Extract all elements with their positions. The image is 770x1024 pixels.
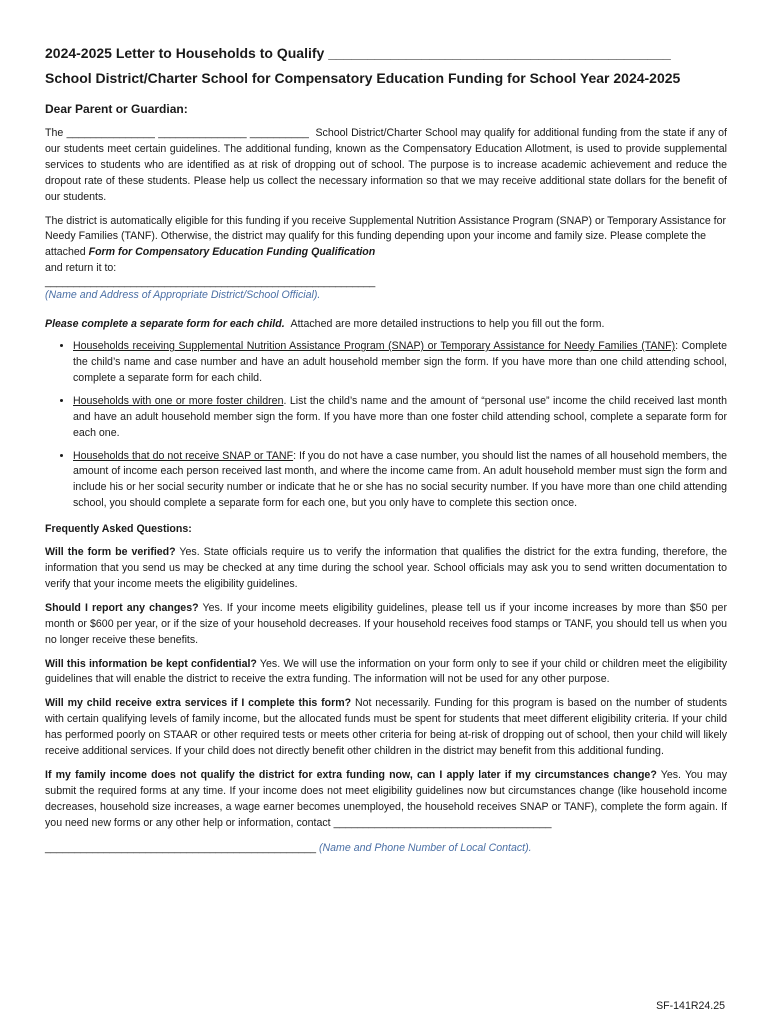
instructions-text: Attached are more detailed instructions to help you fill out the form. (290, 318, 605, 331)
local-contact-line (45, 841, 727, 856)
bullet-heading: Households that do not receive SNAP or TANF (73, 449, 294, 462)
instructions-bold: Please complete a separate form for each child. (45, 318, 285, 331)
faq-heading: Frequently Asked Questions: (45, 523, 192, 536)
eligibility-text: The district is automatically eligible for this funding if you receive Supplemental Nutrition Assistance Program (SNAP) or Temporary Assistance for Needy Families (TANF). Otherwise, the district may qualify for this funding depending upon your income and family size. Please complete the attached (45, 214, 727, 259)
faq-item (45, 657, 727, 689)
letter-title (45, 44, 727, 62)
faq-item (45, 545, 727, 593)
faq-answer: Yes. We will use the information on your form only to see if your child or children meet the eligibility guidelines that will enable the district to receive the extra funding. The information will not be used for any other purpose. (45, 657, 727, 686)
faq-question: If my family income does not qualify the district for extra funding now, can I apply later if my circumstances change? (45, 769, 657, 781)
bullet-text: List the child’s name and the amount of “personal use” income the child received last month and have an adult household member sign the form. If you have more than one foster child attending school, complete a separate form for each one. (73, 394, 727, 439)
contact-inline-blank: _____________________________________ (333, 816, 552, 829)
form-name: Form for Compensatory Education Funding Qualification (88, 246, 376, 259)
bullet-sep: : (675, 340, 679, 353)
faq-answer: Yes. State officials require us to verify the information that qualifies the district for the extra funding, therefore, the information that you send us may be checked at any time during the school year. School officials may ask you to send written documentation to verify that your income meets the eligibility guidelines. (45, 546, 727, 590)
letter-title-text: 2024-2025 Letter to Households to Qualify (45, 45, 325, 61)
return-to-text: and return it to: (45, 262, 117, 275)
bullet-text: Complete the child’s name and case number and have an adult household member sign the form. If you have more than one child attending school, complete a separate form for each child. (73, 340, 727, 384)
salutation: Dear Parent or Guardian: (45, 102, 188, 116)
form-id: SF-141R24.25 (656, 1000, 725, 1012)
intro-paragraph (45, 126, 727, 206)
faq-item (45, 768, 727, 832)
bullet-no-snap (73, 449, 727, 513)
faq-question: Will the form be verified? (45, 546, 176, 559)
intro-text: School District/Charter School may qualify for additional funding from the state if any of our students meet certain guidelines. The additional funding, known as the Compensatory Education Allotment, is used to provide supplemental services to students who are identified as at risk of dropping out of school. The purpose is to increase academic achievement and reduce the dropout rate of these students. Please help us collect the necessary information so that we may receive additional state dollars for the benefit of our students. (45, 127, 727, 203)
faq-question: Will this information be kept confidential? (45, 657, 257, 670)
letter-subtitle: School District/Charter School for Compensatory Education Funding for School Year 2024-2025 (45, 70, 681, 86)
local-contact-hint: (Name and Phone Number of Local Contact). (318, 841, 532, 854)
bullet-sep: . (283, 394, 287, 407)
bullet-foster (73, 394, 727, 442)
faq-answer: Yes. You may submit the required forms at any time. If your income does not meet eligibility guidelines now but circumstances change (like household income decreases, household size increases, a wage earner becomes unemployed, the household receives SNAP or TANF), complete the form again. If you need new forms or any other help or information, contact (45, 769, 727, 829)
faq-question: Will my child receive extra services if I complete this form? (45, 697, 352, 710)
bullet-snap-tanf (73, 339, 727, 387)
bullet-text: If you do not have a case number, you should list the names of all household members, the amount of income each person received last month, and where the income came from. An adult household member must sign the form and include his or her social security number or indicate that he or she has no social security number. If you have more than one child attending school, you should complete a separate form for each one, but you only have to complete this section once. (73, 449, 727, 510)
household-bullets (45, 339, 727, 512)
return-address-blank: __________________________________________________________ (45, 276, 376, 289)
intro-district-blank: _______________ _______________ __________ (66, 127, 309, 139)
eligibility-paragraph (45, 214, 727, 278)
intro-lead: The (45, 127, 64, 139)
faq-item (45, 696, 727, 760)
local-contact-blank: ______________________________________________ (45, 841, 317, 854)
bullet-heading: Households receiving Supplemental Nutrition Assistance Program (SNAP) or Temporary Assistance for Needy Families (TANF) (73, 340, 676, 353)
district-name-blank: ____________________________________________ (328, 45, 671, 61)
return-address-hint: (Name and Address of Appropriate District/School Official). (45, 289, 321, 302)
faq-question: Should I report any changes? (45, 601, 199, 614)
faq-answer: Yes. If your income meets eligibility guidelines, please tell us if your income increases by more than $50 per month or $600 per year, or if the size of your household decreases. If your household receives food stamps or TANF, you should tell us when you no longer receive these benefits. (45, 601, 727, 646)
letter-page (45, 44, 727, 856)
faq-item (45, 601, 727, 649)
faq-answer: Not necessarily. Funding for this program is based on the number of students with certain qualifying levels of family income, but the allocated funds must be spent for students that meet different eligibility criteria. If your child has performed poorly on STAAR or other required tests or meets other criteria for being at-risk of dropping out of school, then your child will likely receive additional services. If your child does not directly benefit other children in the district may benefit from this additional funding. (45, 697, 727, 758)
bullet-sep: : (293, 449, 297, 462)
instructions-paragraph (45, 317, 727, 333)
bullet-heading: Households with one or more foster children (73, 394, 284, 407)
